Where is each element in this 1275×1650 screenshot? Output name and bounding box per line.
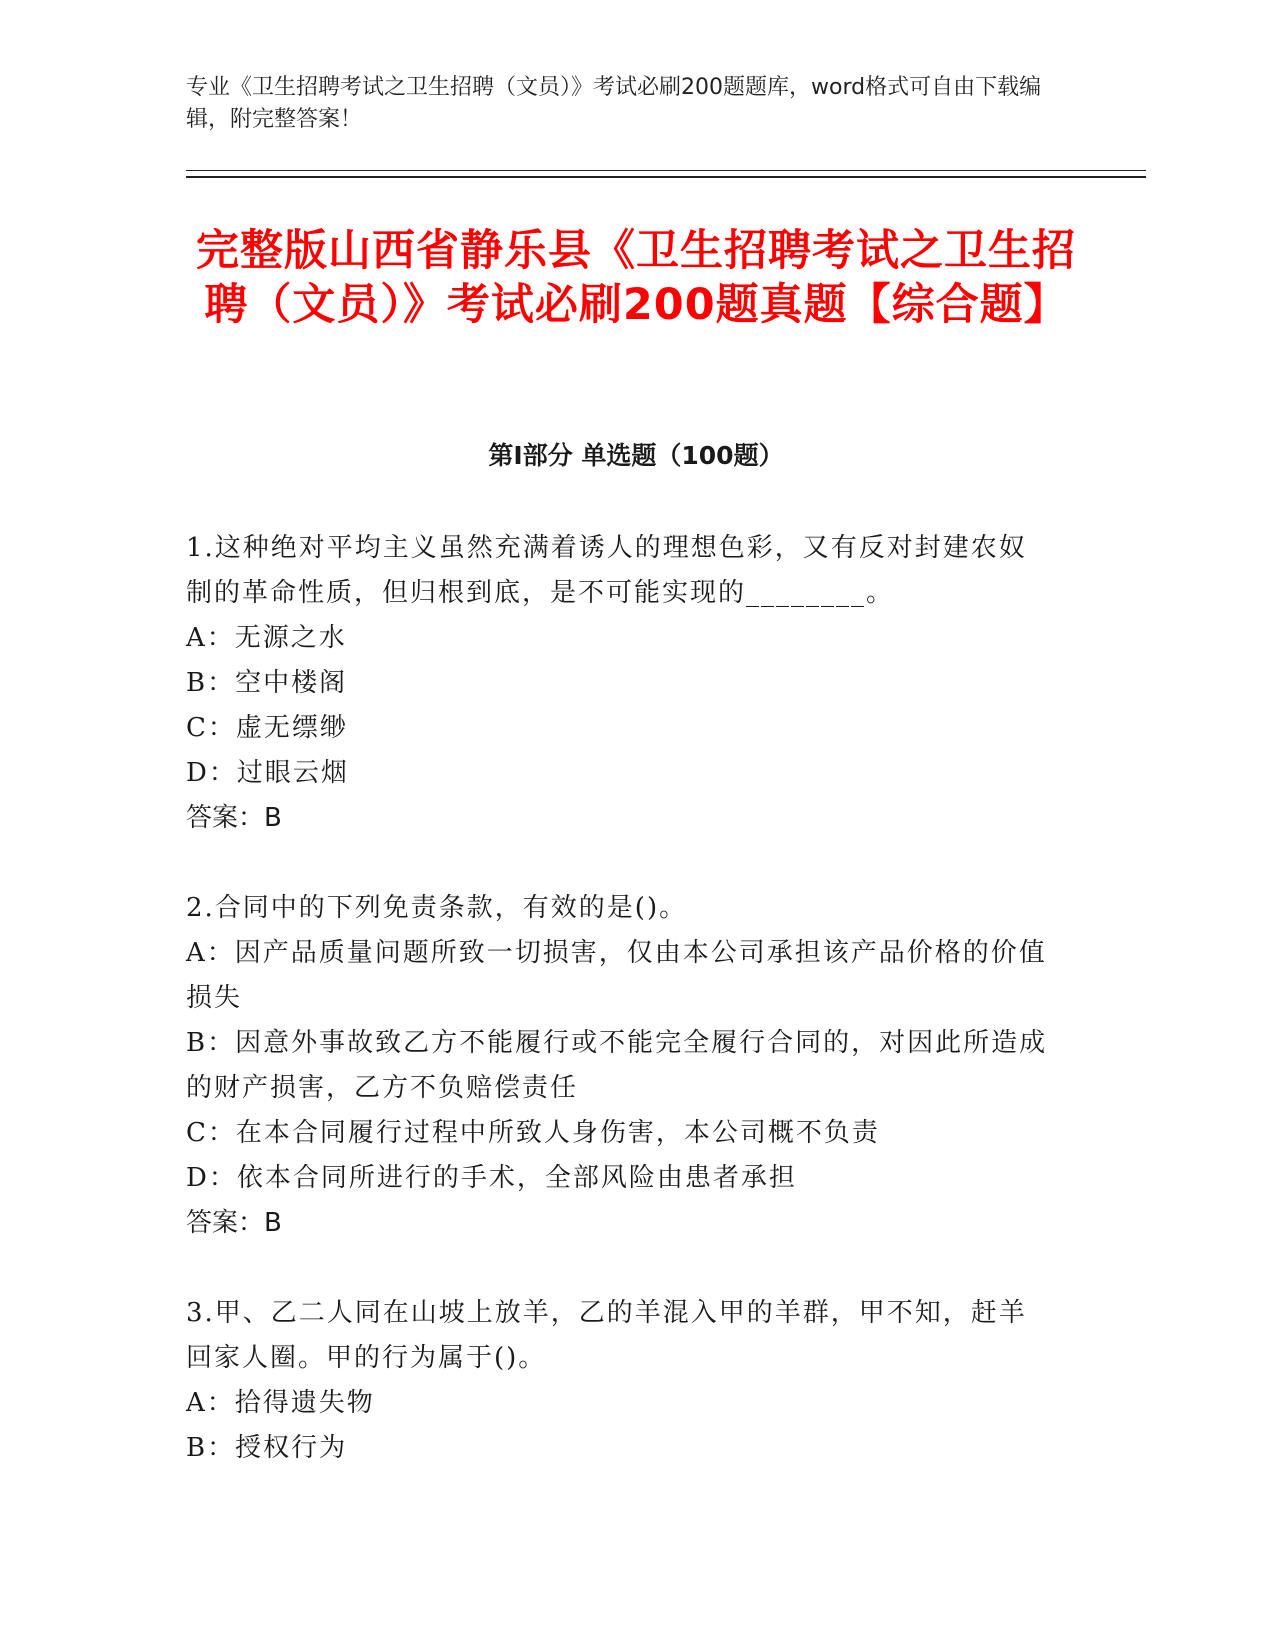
option-a: A：拾得遗失物 bbox=[186, 1388, 375, 1418]
option-a: A：无源之水 bbox=[186, 623, 347, 653]
header-divider-thick bbox=[186, 176, 1146, 178]
question-3 bbox=[186, 1291, 1066, 1471]
option-a-continued: 损失 bbox=[186, 983, 243, 1013]
option-d: D：过眼云烟 bbox=[186, 758, 349, 788]
question-stem-line: 回家人圈。甲的行为属于()。 bbox=[186, 1343, 547, 1373]
option-b: B：授权行为 bbox=[186, 1433, 348, 1463]
option-c: C：虚无缥缈 bbox=[186, 713, 348, 743]
option-c: C：在本合同履行过程中所致人身伤害，本公司概不负责 bbox=[186, 1118, 880, 1148]
question-list bbox=[186, 526, 1066, 1471]
question-stem-line: 1.这种绝对平均主义虽然充满着诱人的理想色彩，又有反对封建农奴 bbox=[186, 533, 1027, 563]
question-1 bbox=[186, 526, 1066, 841]
option-d: D：依本合同所进行的手术，全部风险由患者承担 bbox=[186, 1163, 797, 1193]
option-b: B：空中楼阁 bbox=[186, 668, 348, 698]
answer: 答案：B bbox=[186, 1208, 282, 1238]
section-title: 第I部分 单选题（100题） bbox=[488, 441, 784, 470]
option-a: A：因产品质量问题所致一切损害，仅由本公司承担该产品价格的价值 bbox=[186, 938, 1047, 968]
question-stem-line: 2.合同中的下列免责条款，有效的是()。 bbox=[186, 893, 688, 923]
header-divider-thin bbox=[186, 170, 1146, 171]
answer: 答案：B bbox=[186, 803, 282, 833]
question-stem-line: 3.甲、乙二人同在山坡上放羊，乙的羊混入甲的羊群，甲不知，赶羊 bbox=[186, 1298, 1027, 1328]
question-stem-line: 制的革命性质，但归根到底，是不可能实现的________。 bbox=[186, 578, 895, 608]
option-b-continued: 的财产损害，乙方不负赔偿责任 bbox=[186, 1073, 579, 1103]
option-b: B：因意外事故致乙方不能履行或不能完全履行合同的，对因此所造成 bbox=[186, 1028, 1048, 1058]
document-title: 完整版山西省静乐县《卫生招聘考试之卫生招聘（文员）》考试必刷200题真题【综合题】 bbox=[196, 226, 1076, 330]
question-2 bbox=[186, 886, 1066, 1246]
header-note: 专业《卫生招聘考试之卫生招聘（文员）》考试必刷200题题库，word格式可自由下载编辑，附完整答案！ bbox=[186, 75, 1042, 132]
